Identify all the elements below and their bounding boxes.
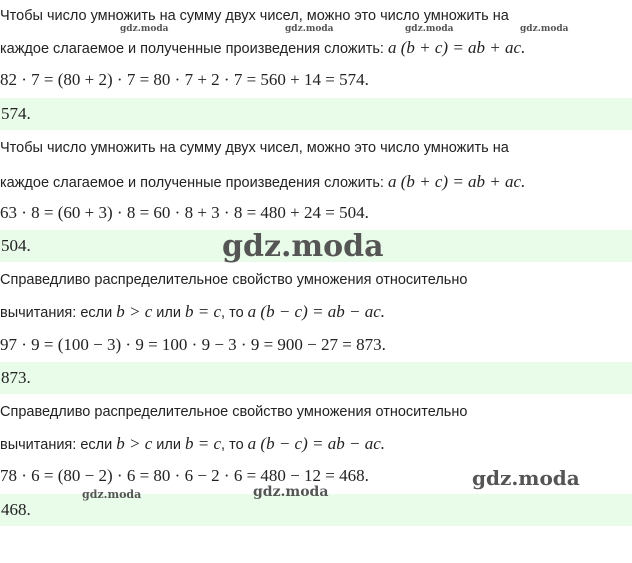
watermark: gdz.moda: [120, 24, 169, 34]
answer-row: [0, 362, 632, 394]
rule-line-2: [0, 38, 632, 58]
watermark: gdz.moda: [405, 24, 454, 34]
watermark: gdz.moda: [285, 24, 334, 34]
rule-line-2: [0, 434, 632, 454]
condition-greater: b > c: [116, 434, 153, 453]
rule-line-2: [0, 302, 632, 322]
or-text: или: [152, 437, 185, 453]
formula: a (b − c) = ab − ac.: [247, 434, 385, 453]
answer-row: [0, 98, 632, 130]
formula: a (b + c) = ab + ac.: [387, 172, 526, 191]
then-text: , то: [221, 305, 248, 321]
rule-text: каждое слагаемое и полученные произведения сложить:: [0, 41, 388, 57]
answer-value: 504.: [1, 236, 31, 255]
condition-greater: b > c: [116, 302, 153, 321]
rule-line-1: Справедливо распределительное свойство умножения относительно: [0, 404, 468, 420]
answer-value: 574.: [1, 104, 31, 123]
condition-equal: b = c: [185, 434, 222, 453]
answer-value: 468.: [1, 500, 31, 519]
answer-value: 873.: [1, 368, 31, 387]
watermark: gdz.moda: [472, 466, 580, 490]
rule-text: вычитания: если: [0, 437, 117, 453]
rule-text: вычитания: если: [0, 305, 117, 321]
calculation: 97 · 9 = (100 − 3) · 9 = 100 · 9 − 3 · 9 = 900 − 27 = 873.: [0, 335, 386, 354]
watermark: gdz.moda: [82, 488, 142, 501]
rule-line-2: [0, 172, 632, 192]
rule-text: каждое слагаемое и полученные произведения сложить:: [0, 175, 388, 191]
watermark: gdz.moda: [520, 24, 569, 34]
then-text: , то: [221, 437, 248, 453]
calculation: 78 · 6 = (80 − 2) · 6 = 80 · 6 − 2 · 6 = 480 − 12 = 468.: [0, 466, 369, 485]
rule-line-1: Чтобы число умножить на сумму двух чисел, можно это число умножить на: [0, 8, 509, 24]
condition-equal: b = c: [185, 302, 222, 321]
formula: a (b − c) = ab − ac.: [247, 302, 385, 321]
calculation: 63 · 8 = (60 + 3) · 8 = 60 · 8 + 3 · 8 = 480 + 24 = 504.: [0, 203, 369, 222]
rule-line-1: Справедливо распределительное свойство умножения относительно: [0, 272, 468, 288]
rule-line-1: Чтобы число умножить на сумму двух чисел, можно это число умножить на: [0, 140, 509, 156]
or-text: или: [152, 305, 185, 321]
watermark: gdz.moda: [253, 484, 329, 500]
formula: a (b + c) = ab + ac.: [387, 38, 526, 57]
calculation: 82 · 7 = (80 + 2) · 7 = 80 · 7 + 2 · 7 = 560 + 14 = 574.: [0, 70, 369, 89]
watermark: gdz.moda: [222, 229, 384, 264]
